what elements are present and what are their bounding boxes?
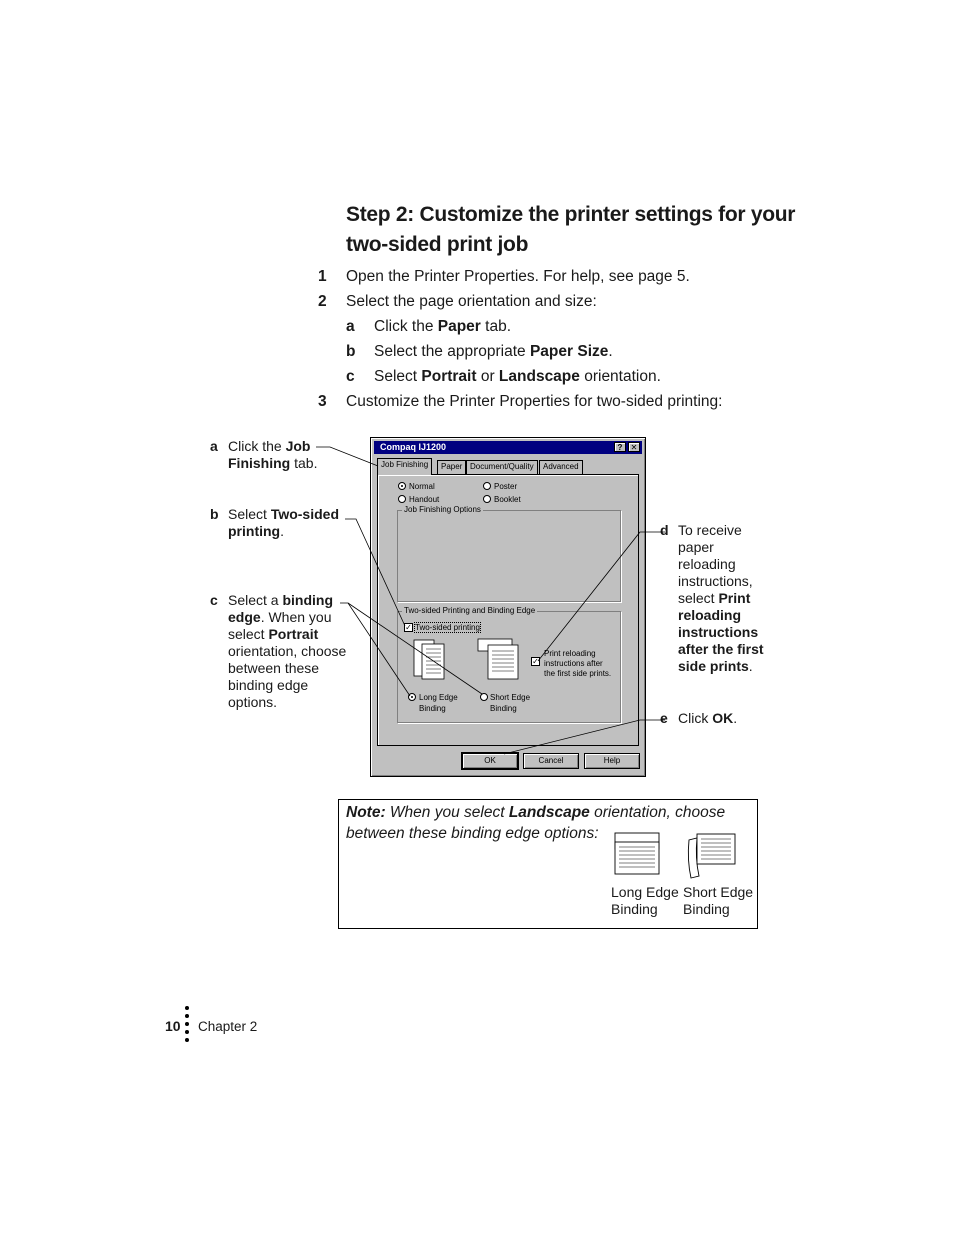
callout-c	[210, 592, 350, 711]
printer-properties-dialog	[370, 437, 646, 777]
radio-booklet[interactable]	[483, 495, 491, 503]
help-button[interactable]: Help	[584, 753, 640, 769]
reload-label-line-1: Print reloading	[544, 649, 596, 658]
callout-d	[660, 522, 770, 675]
landscape-short-edge-icon	[685, 830, 737, 880]
group-title: Job Finishing Options	[404, 505, 481, 514]
radio-handout[interactable]	[398, 495, 406, 503]
substep-text: Select the appropriate Paper Size.	[374, 343, 613, 360]
help-icon[interactable]: ?	[614, 442, 626, 452]
radio-long-edge[interactable]	[408, 693, 416, 701]
callout-letter: b	[210, 506, 219, 522]
substep-letter: b	[346, 343, 356, 360]
substep-text: Select Portrait or Landscape orientation.	[374, 368, 661, 385]
tab-job-finishing[interactable]: Job Finishing	[377, 458, 432, 475]
print-reloading-checkbox[interactable]: ✓	[532, 657, 539, 666]
callout-b	[210, 506, 350, 540]
tab-paper[interactable]: Paper	[437, 460, 466, 474]
callout-e	[660, 710, 770, 727]
callout-a	[210, 438, 330, 472]
step-text: Select the page orientation and size:	[346, 293, 597, 310]
section-heading: Step 2: Customize the printer settings for your two-sided print job	[346, 203, 796, 256]
substep-letter: c	[346, 368, 355, 385]
job-finishing-panel	[377, 474, 639, 746]
note-short-edge-label-1: Short Edge	[683, 884, 754, 900]
note-long-edge-label-2: Binding	[611, 901, 658, 917]
step-text: Customize the Printer Properties for two-sided printing:	[346, 393, 723, 410]
short-edge-document-icon	[476, 637, 522, 681]
long-edge-label-1: Long Edge	[419, 693, 458, 702]
radio-poster[interactable]	[483, 482, 491, 490]
two-sided-checkbox[interactable]: ✓	[405, 623, 412, 632]
callout-text: Select a binding edge. When you select Portrait orientation, choose between these binding edge options.	[228, 592, 347, 710]
note-long-edge-label-1: Long Edge	[611, 884, 679, 900]
note-box	[338, 799, 758, 929]
long-edge-label-2: Binding	[419, 704, 446, 713]
reload-label-line-2: instructions after	[544, 659, 603, 668]
group-title: Two-sided Printing and Binding Edge	[404, 606, 536, 615]
close-icon[interactable]: ✕	[628, 442, 640, 452]
callout-letter: e	[660, 710, 668, 726]
job-finishing-options-group	[397, 505, 621, 602]
callout-letter: a	[210, 438, 218, 454]
callout-letter: d	[660, 522, 669, 538]
radio-normal-label: Normal	[409, 482, 435, 491]
ok-button[interactable]: OK	[462, 753, 518, 769]
substep-letter: a	[346, 318, 355, 335]
note-text: Note: When you select Landscape orientation, choose between these binding edge options:	[346, 804, 726, 842]
tab-document-quality[interactable]: Document/Quality	[466, 460, 538, 474]
tab-advanced[interactable]: Advanced	[539, 460, 583, 474]
callout-letter: c	[210, 592, 218, 608]
radio-booklet-label: Booklet	[494, 495, 521, 504]
two-sided-label: Two-sided printing	[415, 623, 480, 632]
short-edge-label-1: Short Edge	[490, 693, 531, 702]
step-number: 3	[318, 393, 327, 410]
callout-text: Select Two-sided printing.	[228, 506, 339, 539]
radio-short-edge[interactable]	[480, 693, 488, 701]
substep-text: Click the Paper tab.	[374, 318, 512, 335]
cancel-button[interactable]: Cancel	[523, 753, 579, 769]
radio-handout-label: Handout	[409, 495, 440, 504]
step-number: 1	[318, 268, 327, 285]
callout-text: Click OK.	[678, 710, 738, 726]
landscape-long-edge-icon	[613, 830, 663, 878]
page-number: 10	[165, 1018, 181, 1034]
callout-text: Click the Job Finishing tab.	[228, 438, 318, 471]
callout-text: To receive paper reloading instructions, select Print reloading instructions after the first side prints.	[678, 522, 764, 674]
radio-poster-label: Poster	[494, 482, 518, 491]
dialog-titlebar[interactable]	[374, 441, 642, 454]
chapter-label: Chapter 2	[198, 1019, 258, 1034]
two-sided-group	[397, 606, 621, 723]
dialog-title: Compaq IJ1200	[380, 442, 447, 452]
short-edge-label-2: Binding	[490, 704, 517, 713]
radio-normal[interactable]	[398, 482, 406, 490]
step-text: Open the Printer Properties. For help, see page 5.	[346, 268, 690, 285]
note-short-edge-label-2: Binding	[683, 901, 730, 917]
step-number: 2	[318, 293, 327, 310]
page-dots-ornament	[185, 1006, 189, 1046]
long-edge-document-icon	[412, 637, 448, 681]
reload-label-line-3: the first side prints.	[544, 669, 612, 678]
